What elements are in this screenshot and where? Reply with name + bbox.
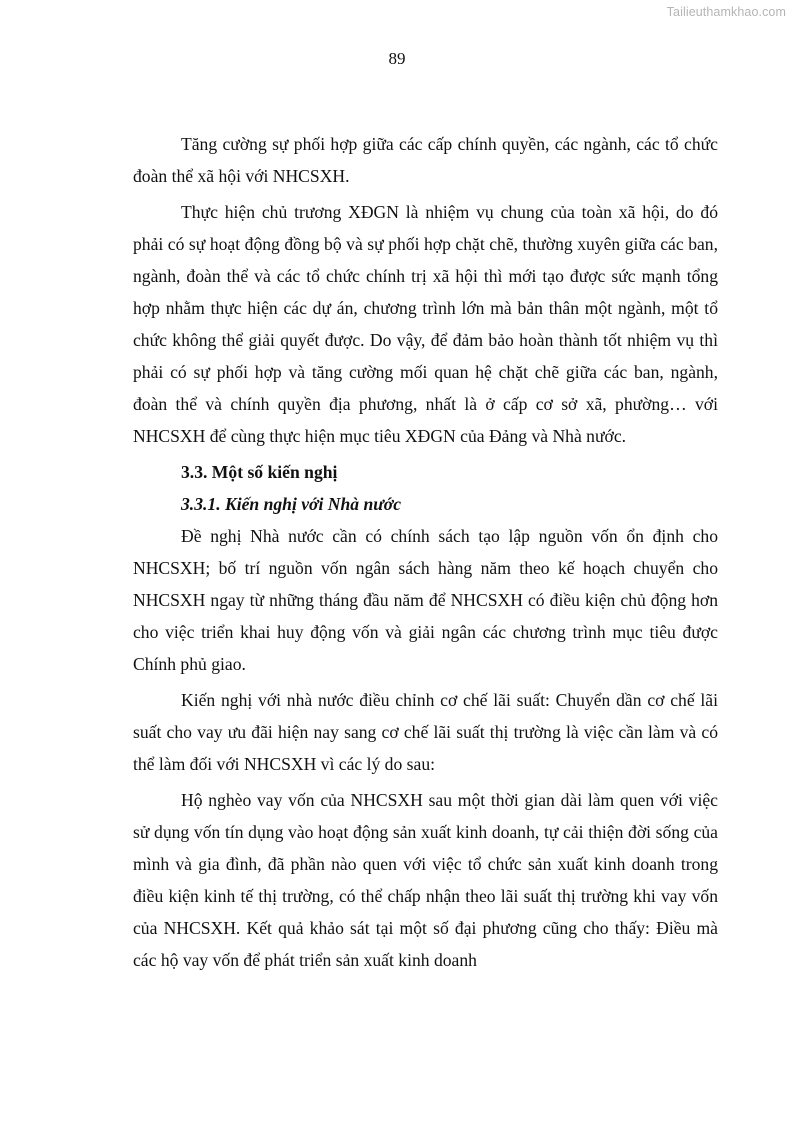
page-number: 89 <box>388 49 406 68</box>
paragraph-capital-policy: Đề nghị Nhà nước cần có chính sách tạo lập nguồn vốn ổn định cho NHCSXH; bố trí nguồn vốn ngân sách hàng năm theo kế hoạch chuyển cho NHCSXH ngay từ những tháng đầu năm để NHCSXH có điều kiện chủ động hơn cho việc triển khai huy động vốn và giải ngân các chương trình mục tiêu được Chính phủ giao. <box>133 526 718 674</box>
section-heading: 3.3. Một số kiến nghị <box>181 462 338 482</box>
paragraph-interest-rate: Kiến nghị với nhà nước điều chỉnh cơ chế lãi suất: Chuyển dần cơ chế lãi suất cho vay ưu đãi hiện nay sang cơ chế lãi suất thị trường là việc cần làm và có thể làm đối với NHCSXH vì các lý do sau: <box>133 690 718 774</box>
paragraph-poor-households: Hộ nghèo vay vốn của NHCSXH sau một thời gian dài làm quen với việc sử dụng vốn tín dụng vào hoạt động sản xuất kinh doanh, tự cải thiện đời sống của mình và gia đình, đã phần nào quen với việc tổ chức sản xuất kinh doanh trong điều kiện kinh tế thị trường, có thể chấp nhận theo lãi suất thị trường khi vay vốn của NHCSXH. Kết quả khảo sát tại một số đại phương cũng cho thấy: Điều mà các hộ vay vốn để phát triển sản xuất kinh doanh <box>133 790 718 970</box>
subsection-heading: 3.3.1. Kiến nghị với Nhà nước <box>181 494 402 514</box>
paragraph-poverty-reduction: Thực hiện chủ trương XĐGN là nhiệm vụ chung của toàn xã hội, do đó phải có sự hoạt động đồng bộ và sự phối hợp chặt chẽ, thường xuyên giữa các ban, ngành, đoàn thể và các tổ chức chính trị xã hội thì mới tạo được sức mạnh tổng hợp nhằm thực hiện các dự án, chương trình lớn mà bản thân một ngành, một tổ chức không thể giải quyết được. Do vậy, để đảm bảo hoàn thành tốt nhiệm vụ thì phải có sự phối hợp và tăng cường mối quan hệ chặt chẽ giữa các ban, ngành, đoàn thể và chính quyền địa phương, nhất là ở cấp cơ sở xã, phường… với NHCSXH để cùng thực hiện mục tiêu XĐGN của Đảng và Nhà nước. <box>133 202 718 446</box>
document-body <box>133 128 718 976</box>
paragraph-coordination: Tăng cường sự phối hợp giữa các cấp chính quyền, các ngành, các tổ chức đoàn thể xã hội với NHCSXH. <box>133 134 718 186</box>
watermark-text: Tailieuthamkhao.com <box>666 5 786 19</box>
